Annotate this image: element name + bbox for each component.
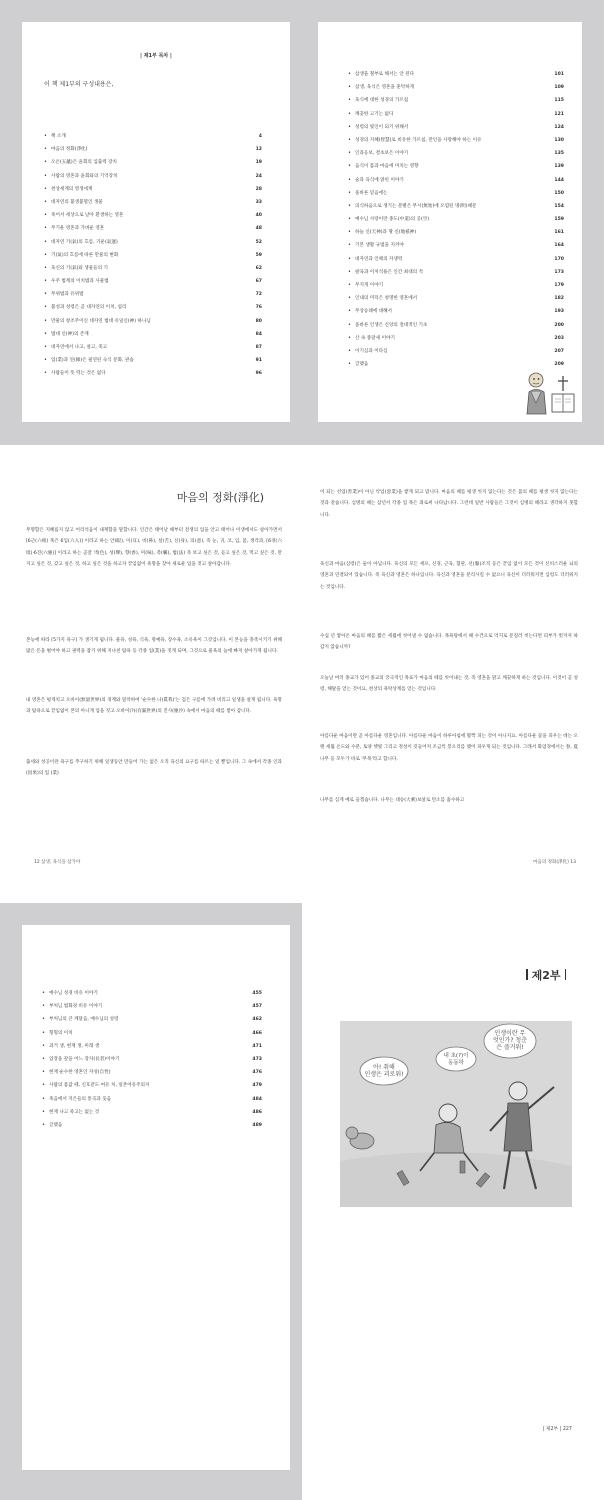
toc-item-title: 천상세계의 영생세계 (51, 186, 93, 192)
toc-item-title: 사람들이 뜻 떡는 것은 없다 (51, 371, 106, 377)
toc-item-title: 현재 나고 죽고는 없는 것 (49, 1109, 100, 1115)
toc-item-page: 67 (255, 279, 262, 285)
toc-item-page: 135 (554, 151, 564, 157)
toc-item-title: 사람의 몸값 때, 신호같도 여유 처, 일본어유주의자 (49, 1083, 150, 1089)
toc-item-title: 깨끗한 고기는 없다 (355, 111, 394, 117)
bullet-icon: • (348, 361, 351, 368)
toc-item-page: 109 (554, 85, 564, 91)
toc-item-page: 33 (255, 199, 262, 205)
toc-item (42, 1079, 262, 1092)
toc-item (44, 196, 262, 209)
toc-item-title: 대자연에서 나고, 살고, 죽고 (51, 345, 108, 350)
toc-item-page: 489 (252, 1122, 262, 1128)
bullet-icon: • (44, 133, 47, 139)
toc-item-title: 대자연의 불생불멸인 생물 (51, 199, 103, 205)
toc-item-page: 62 (255, 265, 262, 271)
bullet-icon: • (42, 1121, 45, 1128)
toc-item (44, 315, 262, 328)
toc-item-title: 이기심과 이타심 (355, 348, 388, 354)
toc-item-page: 159 (554, 217, 564, 223)
toc-item-page: 121 (554, 111, 564, 117)
paragraph: 육신과 마음(심령)은 둘이 아닙니다. 육신의 모든 세포, 신경, 근육, 혈관, 선(腺)조직 등은 끝임 없이 모든 것이 신비스러운 뇌의 영혼과 연결되어 있습니다. 즉 육신과 영혼은 하나입니다. 육신과 영혼을 분리시킬 수 없으니 육신이 더러워지면 심령도 더러워지는 것입니다. (320, 562, 578, 590)
toc-item-page: 209 (554, 362, 564, 368)
bullet-icon: • (348, 229, 351, 236)
bullet-icon: • (348, 268, 351, 275)
toc-item (348, 239, 564, 252)
bullet-icon: • (44, 198, 47, 205)
toc-item-title: 술과 육식에 얽힌 이야기 (355, 177, 404, 183)
toc-item (44, 341, 262, 354)
body-page-right (320, 445, 582, 903)
toc-item-title: 부처님 법화경 비유 이야기 (49, 1004, 103, 1010)
toc-item-page: 466 (252, 1030, 262, 1036)
toc-item-page: 124 (554, 124, 564, 130)
toc-item-title: 하늘 신(天神)과 땅 신(地祇神) (355, 230, 417, 236)
toc-item (42, 1093, 262, 1106)
toc-item-title: 현재 순수한 영혼인 자성(自性) (49, 1070, 111, 1076)
toc-item-title: 기(氣)의 흐름에 따른 만물의 변화 (51, 252, 119, 258)
divider-bar (565, 969, 567, 980)
part-title (522, 967, 570, 983)
toc-item-page: 179 (554, 283, 564, 288)
toc-item (348, 332, 564, 345)
toc-item-title: 불성과 성령은 곧 대자연의 이치, 섭리 (51, 305, 127, 311)
toc-item-title: 오온(五蘊)은 윤회의 입출력 장치 (51, 160, 117, 166)
toc-item (42, 1040, 262, 1053)
toc-item-title: 법대 신(神)의 존재 (51, 331, 89, 337)
toc-item (44, 156, 262, 169)
bubble-text-1: 인생이란 무 엇인가? 청춘 은 즐거워! (492, 1030, 528, 1051)
toc-item-page: 101 (554, 72, 564, 77)
bullet-icon: • (42, 1029, 45, 1036)
toc-item-title: 무지개 이야기 (355, 283, 384, 288)
bullet-icon: • (348, 202, 351, 209)
toc-item-page: 170 (554, 256, 564, 262)
toc-item-title: 예수님 사랑이란 종도(中道)의 공(空) (355, 217, 430, 223)
bullet-icon: • (348, 97, 351, 104)
paragraph: 아름다운 마음이란 곧 아름다운 영혼입니다. 아름다운 마음이 하루아침에 활짝 피는 것이 아니지요. 아름다운 꽃을 피우는 데는 오랜 세월 온도와 수분, 토양 햇빛 그리고 정성이 깃들어져 조금씩 봉오리를 맺어 피우게 되는 것입니다. 그래서 화엄경에서는 春, 夏 나무 등 모두가 바로 '무목'라고 합니다. (320, 734, 578, 762)
toc-item-page: 161 (554, 230, 564, 236)
paragraph: 오늘날 여러 종교가 있어 종교의 궁극적인 목표가 마음의 때를 씻어내는 것, 즉 영혼을 맑고 깨끗하게 하는 것입니다. 이것이 곧 성령, 해탈을 얻는 것이요, 천상의 욕락상계를 얻는 것입니다. (320, 676, 578, 693)
toc-spread-2 (0, 903, 604, 1500)
toc-item-page: 4 (258, 134, 262, 139)
body-page-left (22, 445, 284, 903)
toc-item-title: 형형의 이치 (49, 1030, 73, 1036)
toc-item (44, 275, 262, 288)
bullet-icon: • (44, 264, 47, 271)
toc-item-page: 115 (554, 98, 564, 104)
toc-item (348, 134, 564, 147)
toc-item (348, 147, 564, 160)
toc-item-title: 육식에 대한 성경의 가르침 (355, 98, 409, 104)
bullet-icon: • (44, 238, 47, 245)
toc-item (348, 108, 564, 121)
bullet-icon: • (348, 71, 351, 77)
bullet-icon: • (44, 357, 47, 364)
bullet-icon: • (42, 1016, 45, 1023)
toc-item-page: 84 (255, 331, 262, 337)
toc-item-page: 164 (554, 243, 564, 249)
toc-item (44, 209, 262, 222)
toc-item-title: 음식이 몸과 마음에 미치는 영향 (355, 164, 419, 170)
bullet-icon: • (348, 321, 351, 328)
toc-item (44, 222, 262, 235)
toc-item-title: 글맺음 (355, 362, 369, 368)
paragraph: 내 영혼은 평개치고 오바이(無量世界)의 경계와 밀착하여 '순수한 나(眞我)'는 검은 구름에 가려 비리고 일생을 살게 됩니다. 욕망과 탐욕으로 끝임없이 본의 아니게 업을 짓고 오바이(?)(有漏世界)의 진사(塵沙) 속에서 마음의 때를 쌓아 갑니다. (26, 698, 282, 715)
bullet-icon: • (348, 84, 351, 91)
toc-item-page: 87 (255, 345, 262, 350)
toc-item-page: 154 (554, 203, 564, 209)
bullet-icon: • (42, 1042, 45, 1049)
toc-item (348, 292, 564, 305)
toc-item (348, 174, 564, 187)
paragraph: 나무를 심게 예로 들겠습니다. 나무는 대승(大乘)보살로 탄소를 흡수하고 (320, 798, 465, 803)
toc-item-title: 의식하음으로 생기는 분별은 무시(無始)에 오염된 명(明)때문 (355, 203, 477, 209)
toc-item (348, 305, 564, 318)
section-title: 마음의 정화(淨化) (176, 491, 264, 504)
toc-item-page: 457 (252, 1004, 262, 1010)
paragraph: 이 되는 선업(善業)이 아닌 악업(惡業)을 쌓게 되고 맙니다. 마음의 때를 평생 씻지 않는다는 것은 몸의 때를 평생 씻지 않는다는 것과 같습니다. 심병의 때는 삼년서 각종 업 목은 죄로써 나타납니다. 그런데 일반 사람들은 그것이 심병의 때라고 생각하지 못합니다. (320, 490, 578, 518)
toc-item (42, 1053, 262, 1066)
toc-item-title: 팔육과 이처석용은 인간 최대의 적 (355, 269, 423, 275)
bullet-icon: • (44, 291, 47, 298)
toc-item-title: 죽어서 세상으로 날아 환생하는 영혼 (51, 213, 124, 219)
toc-item (44, 236, 262, 249)
bullet-icon: • (348, 136, 351, 143)
toc-item-page: 200 (554, 322, 564, 328)
toc-item-page: 473 (252, 1056, 262, 1062)
toc-item-page: 193 (554, 309, 564, 315)
toc-item (348, 319, 564, 332)
bullet-icon: • (348, 123, 351, 130)
bullet-icon: • (348, 242, 351, 249)
toc-item-page: 28 (255, 186, 262, 192)
toc-item (348, 345, 564, 358)
toc-item-page: 462 (252, 1017, 262, 1023)
toc-item (348, 213, 564, 226)
bullet-icon: • (44, 304, 47, 311)
paragraph: 수십 년 쌓아온 마음의 때를 짧은 세월에 씻어낼 수 없습니다. 목욕탕에서 때 수건으로 억지로 문질러 씻는다면 피부가 벗겨져 따갑지 않습니까? (320, 634, 578, 651)
toc-item-title: 책 소개 (51, 134, 66, 139)
toc-item (42, 1106, 262, 1119)
page-footer-right: 마음의 정화(淨化) 13 (533, 860, 576, 865)
part-title-text: 제2부 (531, 969, 561, 982)
toc-item (44, 170, 262, 183)
toc-item (44, 130, 262, 143)
toc-item-page: 96 (255, 371, 262, 377)
toc-item-page: 19 (255, 160, 262, 166)
bullet-icon: • (348, 308, 351, 315)
toc-item-page: 479 (252, 1083, 262, 1089)
toc-item-page: 203 (554, 335, 564, 341)
bubble-text-2: 내 초(?)이 동동하 (443, 1053, 469, 1066)
toc-item (348, 253, 564, 266)
bullet-icon: • (348, 216, 351, 223)
toc-item (348, 226, 564, 239)
toc-page-right (318, 22, 582, 422)
toc-item-title: 대자연 기(氣)의 흐름, 기운(氣運) (51, 239, 118, 245)
part-opener-page (302, 903, 604, 1500)
paragraph: 무명함은 지혜롭지 않고 어리석음이 내재함을 말합니다. 인간은 태어날 때부터 전생의 업을 안고 태어나 이생에서도 살아가면서 [6근(六根) 혹은 6입(六入)] 이라고 하는 안(眼), 이(耳), 비(鼻), 설(舌), 신(身), 의(意), 즉 눈, 귀, 코, 입, 몸, 생각과, [6경(六境)·6진(六塵)] 이라고 하는 곧잘 색(色), 성(聲), 향(香), 미(味), 촉(觸), 법(法) 즉 보고 싶은 것, 듣고 싶은 것, 먹고 싶은 것, 만지고 싶은 것, 갖고 싶은 것, 하고 싶은 것을 하고자 끝임없이 욕망을 찾아 새로운 업을 짓고 살아갑니다. (26, 528, 282, 568)
toc-item-title: 대자연과 인체의 자생력 (355, 256, 403, 262)
toc-item-page: 150 (554, 190, 564, 196)
toc-list-left (44, 130, 262, 381)
toc-item (348, 279, 564, 292)
divider-bar (526, 969, 528, 980)
toc-item (348, 68, 564, 81)
paragraph: 본능에 따라 [5가지 욕구] 가 생기게 됩니다. 물욕, 성욕, 식욕, 명예욕, 장수욕, 소유욕이 그것입니다. 이 본능을 충족시키기 위해 많은 돈을 벌어야 하고 권력을 잡기 위해 지나친 탐욕 등 각종 업(業)을 짓게 되며, 그것으로 물욕의 늪에 빠져 살아가게 됩니다. (26, 638, 282, 655)
toc-item (348, 160, 564, 173)
cartoon-illustration (340, 1021, 572, 1207)
bullet-icon: • (42, 1003, 45, 1010)
bullet-icon: • (44, 330, 47, 337)
toc-item-page: 76 (255, 305, 262, 311)
chapter-label: | 제1부 목차 | (140, 53, 172, 59)
bullet-icon: • (42, 1108, 45, 1115)
toc-item (44, 143, 262, 156)
toc-item-page: 207 (554, 348, 564, 354)
toc-item-page: 91 (255, 358, 262, 364)
toc-item-page: 476 (252, 1070, 262, 1076)
toc-item-title: 글맺음 (49, 1122, 63, 1128)
toc-item-page: 130 (554, 137, 564, 143)
bullet-icon: • (42, 1082, 45, 1089)
bullet-icon: • (348, 255, 351, 262)
toc-item-page: 455 (252, 991, 262, 996)
toc-item-page: 12 (255, 147, 262, 153)
toc-item-title: 성령의 빛인이 되기 위해서 (355, 124, 409, 130)
toc-item (42, 1000, 262, 1013)
toc-item-title: 기본 생활 규범을 지켜야 (355, 243, 404, 249)
toc-item (42, 1066, 262, 1079)
toc-item (348, 266, 564, 279)
toc-item (44, 354, 262, 367)
toc-list-left-2 (42, 987, 262, 1132)
toc-item-title: 인내의 미덕은 청명한 영혼에서 (355, 296, 418, 302)
toc-item (42, 1119, 262, 1132)
toc-item-title: 무상승례에 대해서 (355, 309, 392, 315)
bullet-icon: • (44, 251, 47, 258)
bullet-icon: • (348, 189, 351, 196)
toc-item-title: 성경의 지혜(智慧)로 비유한 가르침, 만인을 사랑해야 하는 이유 (355, 137, 482, 143)
toc-item-page: 80 (255, 318, 262, 324)
toc-item (42, 987, 262, 1000)
toc-item (348, 200, 564, 213)
bullet-icon: • (44, 370, 47, 377)
toc-item-title: 무기운 영혼과 가벼운 영혼 (51, 226, 105, 232)
bullet-icon: • (348, 163, 351, 170)
bullet-icon: • (44, 225, 47, 232)
toc-item (44, 367, 262, 380)
toc-item-page: 52 (255, 239, 262, 245)
bullet-icon: • (44, 172, 47, 179)
bullet-icon: • (42, 990, 45, 996)
toc-list-right (348, 68, 564, 371)
toc-item (42, 1027, 262, 1040)
toc-spread-1 (0, 0, 604, 445)
toc-item-title: 우주 법계의 이치법과 사물법 (51, 279, 109, 285)
paragraph: 출세와 성공이란 욕구를 추구하기 위해 일생동안 만들어 가는 없은 오직 육신의 요구를 따르는 일 뿐입니다. 그 속에서 각종 인과(因果)의 업 (業) (26, 760, 282, 777)
toc-item (44, 301, 262, 314)
bullet-icon: • (44, 146, 47, 153)
toc-item-title: 산 속 종달새 이야기 (355, 335, 395, 341)
toc-item-title: 마음의 정화(淨化) (51, 147, 88, 153)
toc-item-page: 40 (255, 213, 262, 219)
page-footer-right-2: | 제2부 | 227 (542, 1427, 572, 1432)
toc-item (44, 183, 262, 196)
bullet-icon: • (44, 185, 47, 192)
bullet-icon: • (42, 1069, 45, 1076)
bullet-icon: • (348, 150, 351, 157)
toc-item-title: 부처님의 큰 깨달음, 예수님의 성령 (49, 1017, 119, 1023)
toc-item (348, 94, 564, 107)
toc-item-title: 무위법과 유위법 (51, 292, 84, 298)
bullet-icon: • (44, 159, 47, 166)
toc-page-left-2 (22, 925, 290, 1470)
toc-item-title: 업(業)과 연(緣)은 필연된 숙식 문화, 관습 (51, 358, 134, 364)
toc-item-page: 72 (255, 292, 262, 298)
bullet-icon: • (348, 110, 351, 117)
toc-item (348, 187, 564, 200)
toc-item-page: 59 (255, 252, 262, 258)
toc-item-title: 예수님 성경 비유 이야기 (49, 991, 98, 996)
toc-item-title: 인과응보, 결초보은 이야기 (355, 151, 409, 157)
monk-with-book-illustration (524, 370, 576, 416)
toc-item-title: 삼생, 육식은 영혼을 훈탁하게 (355, 85, 415, 91)
bullet-icon: • (348, 347, 351, 354)
toc-item-title: 과거 생, 현재 생, 미래 생 (49, 1043, 100, 1049)
toc-intro: 이 책 제1부의 구성내용은, (44, 81, 114, 88)
toc-item (348, 81, 564, 94)
toc-item-title: 만물의 창조주이신 대자연 법대 유일신(神) 하나님 (51, 318, 151, 324)
toc-item (44, 288, 262, 301)
toc-item-page: 486 (252, 1109, 262, 1115)
toc-item-title: 올바른 인생은 신앙의 절대적인 기초 (355, 322, 428, 328)
toc-item (42, 1013, 262, 1026)
toc-item-page: 144 (554, 177, 564, 183)
toc-item-title: 사람의 영혼과 윤회와의 기억장치 (51, 173, 118, 179)
bubble-text-3: 아! 취해 인생은 괴로워! (364, 1064, 404, 1078)
toc-item (44, 328, 262, 341)
toc-item (44, 262, 262, 275)
body-spread (0, 445, 604, 903)
toc-item-title: 업장을 갚을 어느 장자(長者)이야기 (49, 1056, 120, 1062)
toc-item-page: 173 (554, 269, 564, 275)
bullet-icon: • (42, 1095, 45, 1102)
toc-item-title: 육신의 기(氣)와 생물들의 기 (51, 265, 108, 271)
bullet-icon: • (348, 176, 351, 183)
toc-item-page: 139 (554, 164, 564, 170)
toc-item-page: 484 (252, 1096, 262, 1102)
bullet-icon: • (348, 282, 351, 288)
toc-item-page: 24 (255, 173, 262, 179)
bullet-icon: • (44, 278, 47, 285)
toc-item-page: 48 (255, 226, 262, 232)
toc-item-page: 471 (252, 1043, 262, 1049)
bullet-icon: • (348, 295, 351, 302)
toc-item-page: 182 (554, 296, 564, 302)
bullet-icon: • (44, 212, 47, 219)
toc-item-title: 삼생을 철부로 해서는 안 된다 (355, 72, 415, 77)
bullet-icon: • (42, 1055, 45, 1062)
page-footer-left: 12 삼생, 육식을 삼가야 (34, 860, 81, 865)
bullet-icon: • (44, 317, 47, 324)
toc-item-title: 올바른 믿음에는 (355, 190, 388, 196)
toc-item-title: 죽음에서 지은들의 통곡과 웃음 (49, 1096, 112, 1102)
bullet-icon: • (348, 334, 351, 341)
toc-page-left (22, 22, 290, 422)
toc-item (44, 249, 262, 262)
bullet-icon: • (44, 344, 47, 350)
toc-item (348, 121, 564, 134)
